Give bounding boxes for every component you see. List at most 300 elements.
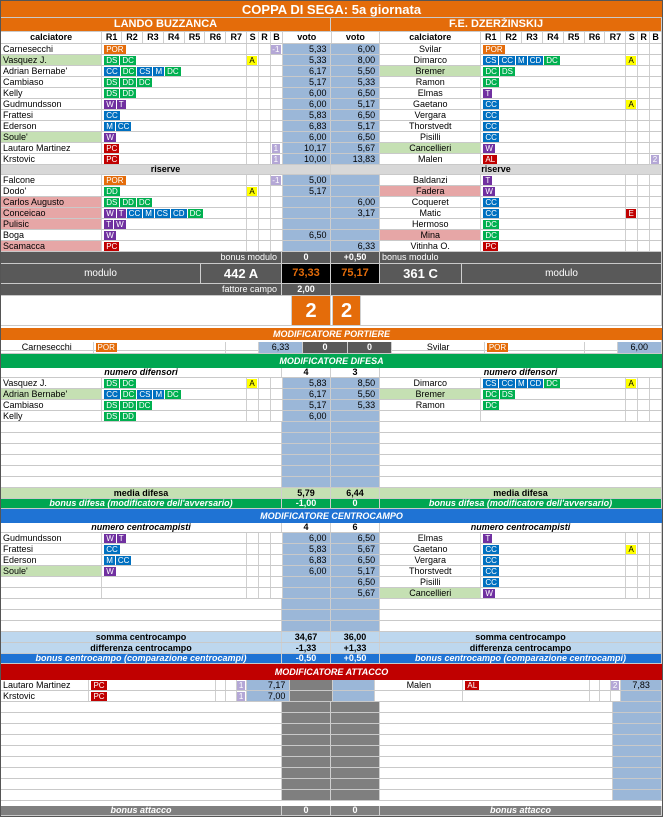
player-roles [481, 175, 626, 185]
player-name: Vasquez J. [1, 55, 102, 65]
sub-flag [626, 588, 638, 598]
player-vote: 6,17 [283, 389, 332, 399]
player-vote [283, 197, 332, 207]
player-name: Dodo' [1, 186, 102, 196]
bonus-flag [271, 208, 283, 218]
bench-row [1, 208, 662, 219]
sub-flag [247, 154, 259, 164]
away-num-label: numero difensori [380, 368, 662, 377]
e [380, 466, 662, 476]
player-vote [283, 208, 332, 218]
bonus-flag [271, 175, 283, 185]
home-bonus-difesa-label: bonus difesa (modificatore dell'avversario) [1, 499, 282, 508]
e [380, 735, 613, 745]
sub-flag [247, 121, 259, 131]
home-cc-num: 4 [282, 523, 331, 532]
home-media-label: media difesa [1, 488, 282, 498]
role-chip: M [518, 55, 525, 65]
player-roles [102, 208, 247, 218]
role-chip: T [118, 208, 124, 218]
player-name: Conceicao [1, 208, 102, 218]
r-col [259, 230, 271, 240]
away-gk-role [485, 342, 585, 353]
r-col [638, 44, 650, 54]
home-modulo: 442 A [201, 264, 282, 283]
r-col [259, 132, 271, 142]
player-roles [102, 555, 247, 565]
player-name: Elmas [380, 533, 481, 543]
e [1, 477, 282, 487]
player-roles [102, 219, 247, 229]
role-chip: DC [122, 55, 134, 65]
header-r: R3 [522, 32, 543, 43]
player-roles [481, 154, 626, 164]
bonus-flag [650, 378, 662, 388]
player-roles [102, 544, 247, 554]
header-calciatore: calciatore [380, 32, 481, 43]
bonus-flag [271, 544, 283, 554]
r-col [259, 566, 271, 576]
sub-flag [626, 411, 638, 421]
e [331, 724, 380, 734]
e [282, 466, 331, 476]
sub-flag [247, 378, 259, 388]
r-col [638, 241, 650, 251]
fattore-campo-value: 2,00 [282, 284, 331, 295]
player-roles [481, 208, 626, 218]
role-chip: POR [106, 175, 124, 185]
e [282, 768, 331, 778]
player-vote: 5,67 [331, 544, 380, 554]
player-vote: 5,33 [331, 400, 380, 410]
sub-flag [626, 566, 638, 576]
cc-empty-row [1, 621, 662, 632]
away-modulo-label: modulo [462, 264, 662, 283]
role-chip: T [485, 175, 491, 185]
away-riserve-label: riserve [331, 165, 662, 174]
role-chip: CC [485, 208, 497, 218]
role-chip: CC [106, 389, 118, 399]
goal-pad [361, 296, 662, 325]
cc-row [1, 544, 662, 555]
sub-flag [247, 77, 259, 87]
home-total: 73,33 [282, 264, 331, 283]
home-num: 4 [282, 368, 331, 377]
e [1, 746, 282, 756]
bonus-flag [237, 691, 248, 701]
bonus-flag [271, 219, 283, 229]
player-roles [102, 197, 247, 207]
r-col [638, 121, 650, 131]
role-chip: PC [106, 241, 118, 251]
difesa-row [1, 378, 662, 389]
away-diff: +1,33 [331, 643, 380, 653]
riserve-header [1, 165, 662, 175]
away-gk-mod: 0 [348, 342, 393, 353]
e [380, 757, 613, 767]
away-bonus-modulo: +0,50 [331, 252, 380, 263]
player-vote: 5,50 [331, 389, 380, 399]
player-name: Frattesi [1, 110, 102, 120]
player-name: Thorstvedt [380, 121, 481, 131]
player-vote [331, 219, 380, 229]
mid-col [290, 691, 332, 701]
player-name: Mina [380, 230, 481, 240]
b-badge: 2 [652, 154, 658, 164]
s-badge: A [628, 544, 634, 554]
role-chip: T [485, 88, 491, 98]
bonus-modulo-label: bonus modulo [1, 252, 282, 263]
away-att-vote: 7,83 [621, 680, 662, 690]
player-name: Pulisic [1, 219, 102, 229]
r-col [638, 143, 650, 153]
player-vote: 5,33 [331, 77, 380, 87]
e [380, 713, 613, 723]
e [331, 768, 380, 778]
sub-flag [626, 66, 638, 76]
player-vote: 5,17 [331, 566, 380, 576]
role-chip: T [118, 99, 124, 109]
bonus-modulo-label-away: bonus modulo [380, 252, 662, 263]
player-name: Ederson [1, 121, 102, 131]
player-name: Dimarco [380, 378, 481, 388]
role-chip: DC [485, 389, 497, 399]
r-col [226, 691, 237, 701]
player-vote: 6,17 [283, 66, 332, 76]
role-chip: M [145, 208, 152, 218]
role-chip: AL [485, 154, 496, 164]
home-gk-val: 6,33 [259, 342, 304, 353]
bonus-flag [271, 121, 283, 131]
player-name: Soule' [1, 132, 102, 142]
cc-row [1, 588, 662, 599]
player-roles [102, 588, 247, 598]
player-name: Krstovic [1, 154, 102, 164]
player-roles [481, 66, 626, 76]
home-gk-mod: 0 [303, 342, 348, 353]
e [282, 724, 331, 734]
e [380, 768, 613, 778]
bonus-flag [271, 55, 283, 65]
role-chip: DS [106, 411, 118, 421]
player-name [380, 411, 481, 421]
bonus-flag [271, 44, 283, 54]
player-vote: 5,17 [283, 77, 332, 87]
r-col [638, 175, 650, 185]
home-gk-name: Carnesecchi [1, 342, 94, 353]
cc-row [1, 566, 662, 577]
player-vote: 10,00 [283, 154, 332, 164]
role-chip: W [485, 186, 493, 196]
r-col [259, 88, 271, 98]
player-name: Elmas [380, 88, 481, 98]
attacco-empty-row [1, 735, 662, 746]
player-roles [102, 230, 247, 240]
home-somma: 34,67 [282, 632, 331, 642]
e [613, 735, 662, 745]
e [282, 444, 331, 454]
r-col [638, 66, 650, 76]
away-somma: 36,00 [331, 632, 380, 642]
s [590, 680, 601, 690]
sub-flag [626, 121, 638, 131]
role-chip: DS [106, 197, 118, 207]
team-names-row [1, 18, 662, 32]
player-vote: 6,50 [331, 110, 380, 120]
sub-flag [247, 588, 259, 598]
player-roles [89, 691, 215, 701]
player-roles [481, 241, 626, 251]
role-chip: CS [156, 208, 169, 218]
player-name: Adrian Bernabe' [1, 66, 102, 76]
player-roles [481, 55, 626, 65]
e [331, 735, 380, 745]
role-chip: DS [106, 55, 118, 65]
s-badge: A [628, 378, 634, 388]
bonus-flag [271, 400, 283, 410]
player-name: Lautaro Martinez [1, 143, 102, 153]
player-roles [481, 99, 626, 109]
player-name: Carnesecchi [1, 44, 102, 54]
r-col [638, 77, 650, 87]
away-gk-val: 6,00 [618, 342, 663, 353]
e [282, 477, 331, 487]
sub-flag [626, 132, 638, 142]
player-vote: 13,83 [331, 154, 380, 164]
cc-row [1, 577, 662, 588]
r-col [259, 66, 271, 76]
starter-row [1, 154, 662, 165]
away-att-vote [621, 691, 662, 701]
e [380, 599, 662, 609]
bonus-flag [650, 186, 662, 196]
e [380, 779, 613, 789]
player-name: Soule' [1, 566, 102, 576]
home-bonus-modulo: 0 [282, 252, 331, 263]
sub-flag [626, 143, 638, 153]
away-media: 6,44 [331, 488, 380, 498]
player-roles [102, 132, 247, 142]
bonus-flag [271, 555, 283, 565]
away-bonus-att-label: bonus attacco [380, 806, 662, 815]
e [282, 621, 331, 631]
s-badge: A [249, 186, 255, 196]
starter-row [1, 77, 662, 88]
role-chip: DS [106, 88, 118, 98]
e [380, 621, 662, 631]
sub-flag [626, 389, 638, 399]
r-col [259, 533, 271, 543]
player-roles [102, 241, 247, 251]
r-col [638, 154, 650, 164]
difesa-empty-row [1, 422, 662, 433]
away-cc-num: 6 [331, 523, 380, 532]
role-chip: DC [122, 66, 135, 76]
r-col [638, 389, 650, 399]
r [600, 691, 611, 701]
starter-row [1, 55, 662, 66]
player-name: Thorstvedt [380, 566, 481, 576]
player-vote: 5,83 [283, 544, 332, 554]
player-vote: 6,00 [283, 411, 332, 421]
bonus-flag [650, 154, 662, 164]
player-name: Dimarco [380, 55, 481, 65]
player-vote: 6,50 [331, 555, 380, 565]
player-vote: 6,50 [283, 230, 332, 240]
home-goals: 2 [292, 296, 331, 325]
player-roles [102, 44, 247, 54]
away-gk-name: Svilar [392, 342, 485, 353]
role-chip: CC [485, 566, 497, 576]
role-chip: DC [122, 389, 135, 399]
player-vote [331, 175, 380, 185]
attacco-empty-row [1, 790, 662, 801]
e [380, 702, 613, 712]
player-name: Pisilli [380, 132, 481, 142]
e [380, 422, 662, 432]
sub-flag [247, 544, 259, 554]
r-col [638, 411, 650, 421]
role-chip: PC [106, 143, 118, 153]
player-name: Boga [1, 230, 102, 240]
sub-flag [247, 132, 259, 142]
e [331, 610, 380, 620]
role-chip: PC [93, 691, 105, 701]
r-col [259, 44, 271, 54]
mid-col [333, 680, 375, 690]
fattore-campo-row [1, 284, 662, 296]
r-col [259, 175, 271, 185]
pad [226, 342, 259, 353]
difesa-row [1, 389, 662, 400]
bonus-flag [271, 566, 283, 576]
role-chip: DC [546, 378, 558, 388]
sub-flag [247, 411, 259, 421]
e [282, 746, 331, 756]
bonus-flag [271, 99, 283, 109]
header-r: R2 [122, 32, 143, 43]
player-name: Bremer [380, 389, 481, 399]
player-roles [481, 186, 626, 196]
goal-pad [1, 296, 292, 325]
role-chip: M [518, 378, 525, 388]
bonus-flag [650, 44, 662, 54]
player-name: Ramon [380, 77, 481, 87]
attacco-row [1, 680, 662, 691]
r-col [259, 77, 271, 87]
sub-flag [247, 230, 259, 240]
bonus-flag [271, 577, 283, 587]
e [613, 724, 662, 734]
role-chip: W [106, 99, 114, 109]
player-vote: 6,00 [283, 533, 332, 543]
player-name: Carlos Augusto [1, 197, 102, 207]
header-r: R2 [501, 32, 522, 43]
player-vote: 6,00 [331, 44, 380, 54]
difesa-row [1, 400, 662, 411]
r-col [638, 208, 650, 218]
player-roles [102, 175, 247, 185]
e [331, 466, 380, 476]
role-chip: CC [117, 555, 130, 565]
player-vote: 7,00 [247, 691, 290, 701]
sub-flag [626, 208, 638, 218]
away-bonus-difesa-label: bonus difesa (modificatore dell'avversario) [380, 499, 662, 508]
sub-flag [626, 400, 638, 410]
cc-empty-row [1, 599, 662, 610]
role-chip: DS [106, 378, 118, 388]
role-chip: CC [485, 555, 497, 565]
role-chip: M [155, 66, 163, 76]
role-chip: CS [139, 66, 151, 76]
role-chip: CC [501, 55, 514, 65]
player-name: Vitinha O. [380, 241, 481, 251]
r-col [259, 143, 271, 153]
player-name: Svilar [380, 44, 481, 54]
media-row [1, 488, 662, 499]
sub-flag [626, 197, 638, 207]
r [600, 680, 611, 690]
e [331, 433, 380, 443]
bonus-flag [650, 389, 662, 399]
player-name [1, 577, 102, 587]
away-somma-label: somma centrocampo [380, 632, 662, 642]
role-chip: DC [485, 66, 497, 76]
b-badge: 1 [273, 154, 279, 164]
player-vote: 5,17 [331, 121, 380, 131]
sub-flag [626, 577, 638, 587]
difesa-row [1, 411, 662, 422]
player-vote [331, 411, 380, 421]
player-roles [481, 44, 626, 54]
role-chip: DC [167, 389, 179, 399]
bonus-flag [650, 411, 662, 421]
player-vote: 5,83 [283, 110, 332, 120]
player-vote: 6,83 [283, 555, 332, 565]
e [282, 790, 331, 800]
r-col [259, 378, 271, 388]
bonus-flag [650, 77, 662, 87]
bench-row [1, 186, 662, 197]
e [331, 713, 380, 723]
e [331, 702, 380, 712]
player-name: Coqueret [380, 197, 481, 207]
home-media: 5,79 [282, 488, 331, 498]
player-roles [102, 378, 247, 388]
header-b: B [271, 32, 283, 43]
r-col [259, 154, 271, 164]
player-name: Gudmundsson [1, 533, 102, 543]
away-total: 75,17 [331, 264, 380, 283]
header-calciatore: calciatore [1, 32, 102, 43]
role-chip: M [155, 389, 163, 399]
r-col [259, 544, 271, 554]
bench-row [1, 219, 662, 230]
role-chip: DC [485, 230, 497, 240]
r-col [638, 555, 650, 565]
player-vote: 5,17 [331, 99, 380, 109]
player-roles [481, 544, 626, 554]
r-col [638, 99, 650, 109]
e [1, 621, 282, 631]
sub-flag [626, 186, 638, 196]
player-vote: 5,83 [283, 378, 332, 388]
player-vote: 7,17 [247, 680, 290, 690]
away-goals: 2 [333, 296, 361, 325]
bonus-flag [271, 110, 283, 120]
player-roles [102, 400, 247, 410]
sub-flag [247, 66, 259, 76]
